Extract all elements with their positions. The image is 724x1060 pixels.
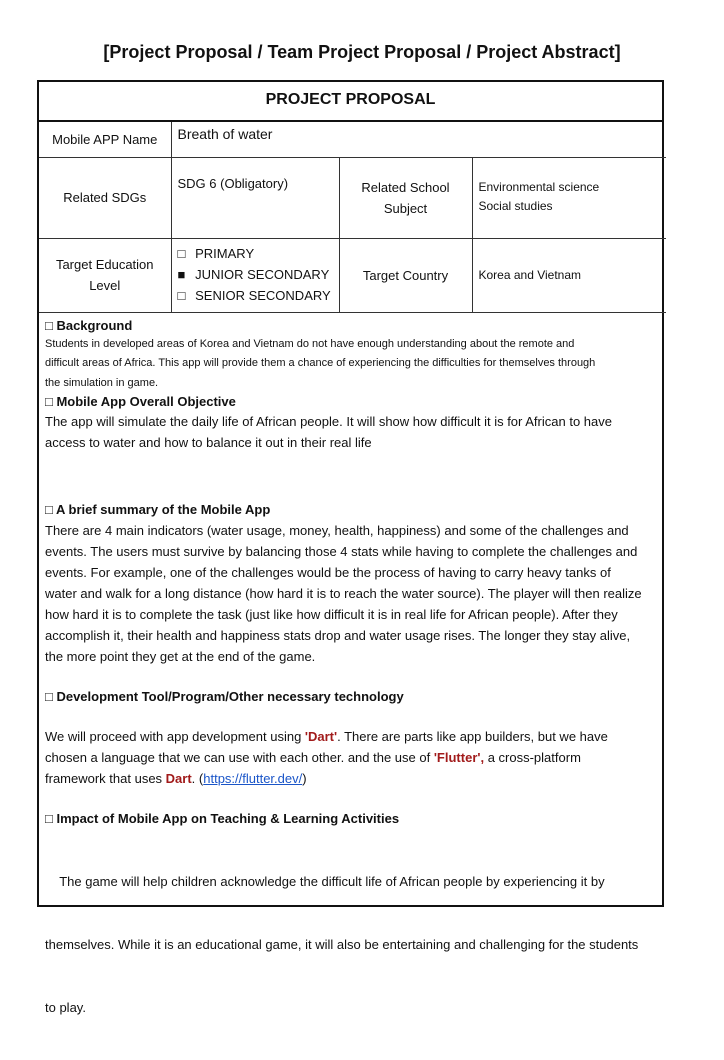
app-name-label: Mobile APP Name: [39, 122, 171, 157]
sdgs-value: SDG 6 (Obligatory): [171, 157, 339, 238]
highlight-dart: Dart: [166, 771, 192, 786]
objective-heading: □ Mobile App Overall Objective: [45, 393, 656, 411]
level-option-label: SENIOR SECONDARY: [195, 288, 331, 303]
level-option-label: PRIMARY: [195, 246, 254, 261]
text-line: The app will simulate the daily life of African people. It will show how difficult it is for African to have: [45, 411, 656, 432]
education-level-options: [171, 238, 339, 312]
impact-heading: □ Impact of Mobile App on Teaching & Learning Activities: [45, 808, 656, 829]
text-line: access to water and how to balance it out in their real life: [45, 432, 656, 453]
tools-text: [45, 726, 656, 789]
text-run: . There are parts like app builders, but we have: [337, 729, 608, 744]
level-option-junior-secondary: [178, 264, 339, 285]
text-line: water and walk for a long distance (how hard it is to reach the water source). The player will then realize: [45, 583, 656, 604]
background-text: [45, 335, 656, 394]
checkbox-empty-icon: □: [178, 285, 192, 306]
highlight-dart: 'Dart': [305, 729, 337, 744]
summary-text: [45, 520, 656, 667]
school-subject-label-line1: Related School: [340, 177, 472, 198]
level-option-label: JUNIOR SECONDARY: [195, 267, 329, 282]
background-heading: □ Background: [45, 317, 656, 335]
education-level-label-line1: Target Education: [39, 254, 171, 275]
target-country-value: Korea and Vietnam: [472, 238, 666, 312]
checkbox-empty-icon: □: [178, 243, 192, 264]
education-row: [39, 238, 666, 312]
text-line: how hard it is to complete the task (just like how difficult it is in real life for African people). After they: [45, 604, 656, 625]
summary-heading: □ A brief summary of the Mobile App: [45, 499, 656, 520]
text-line: events. For example, one of the challenges would be the process of having to carry heavy tanks of: [45, 562, 656, 583]
text-line: accomplish it, their health and happiness stats drop and water usage rises. The longer they stay alive,: [45, 625, 656, 646]
text-line: themselves. While it is an educational game, it will also be entertaining and challenging for the students: [45, 934, 656, 955]
text-run: ): [302, 771, 306, 786]
school-subject-label-line2: Subject: [340, 198, 472, 219]
proposal-form: [37, 80, 664, 907]
sdgs-label: Related SDGs: [39, 157, 171, 238]
text-line: There are 4 main indicators (water usage, money, health, happiness) and some of the challenges and: [45, 520, 656, 541]
text-run: a cross-platform: [484, 750, 581, 765]
target-country-label: Target Country: [339, 238, 472, 312]
text-run: chosen a language that we can use with each other. and the use of: [45, 750, 434, 765]
text-line: Students in developed areas of Korea and Vietnam do not have enough understanding about the remote and: [45, 335, 656, 355]
education-level-label-line2: Level: [39, 275, 171, 296]
app-name-value: Breath of water: [171, 122, 666, 157]
text-line: [45, 747, 656, 768]
proposal-info-table: [39, 122, 666, 313]
subject-item: Social studies: [479, 197, 667, 216]
subject-item: Environmental science: [479, 178, 667, 197]
level-option-primary: [178, 243, 339, 264]
checkbox-filled-icon: ■: [178, 264, 192, 285]
text-line: The game will help children acknowledge the difficult life of African people by experiencing it by: [45, 871, 656, 892]
app-name-row: [39, 122, 666, 157]
text-line: difficult areas of Africa. This app will provide them a chance of experiencing the difficulties for themselves through: [45, 354, 656, 374]
text-run: framework that uses: [45, 771, 166, 786]
document-title: [Project Proposal / Team Project Proposal / Project Abstract]: [0, 42, 724, 63]
highlight-flutter: 'Flutter',: [434, 750, 484, 765]
text-line: to play.: [45, 997, 656, 1018]
school-subject-value: [472, 157, 666, 238]
text-line: [45, 768, 656, 789]
sdg-row: [39, 157, 666, 238]
school-subject-label: [339, 157, 472, 238]
level-option-senior-secondary: [178, 285, 339, 306]
text-line: the simulation in game.: [45, 374, 656, 394]
text-line: events. The users must survive by balancing those 4 stats while having to complete the challenges and: [45, 541, 656, 562]
text-run: . (: [192, 771, 204, 786]
objective-text: [45, 411, 656, 453]
text-line: [45, 726, 656, 747]
impact-text: [45, 829, 656, 1060]
text-run: We will proceed with app development using: [45, 729, 305, 744]
proposal-header: PROJECT PROPOSAL: [39, 82, 662, 122]
tools-heading: □ Development Tool/Program/Other necessary technology: [45, 686, 656, 707]
text-line: the more point they get at the end of the game.: [45, 646, 656, 667]
proposal-body: [39, 313, 662, 1060]
flutter-link[interactable]: https://flutter.dev/: [203, 771, 302, 786]
education-level-label: [39, 238, 171, 312]
